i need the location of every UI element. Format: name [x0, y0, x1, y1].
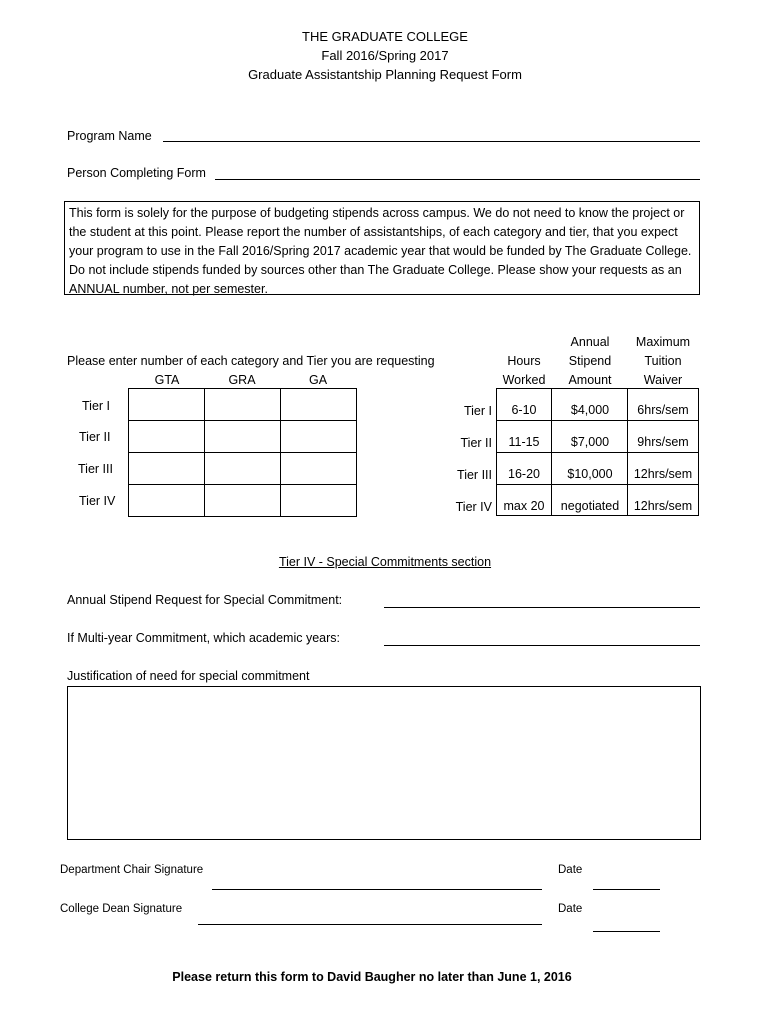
cell-tier1-gra[interactable] [204, 388, 281, 421]
chair-signature-label: Department Chair Signature [60, 864, 204, 876]
cell-tier3-ga[interactable] [280, 452, 357, 485]
ref-tier2-hours: 11-15 [508, 435, 540, 449]
multiyear-label: If Multi-year Commitment, which academic years: [67, 631, 340, 645]
notice-box: This form is solely for the purpose of budgeting stipends across campus. We do not need to know the project or the student at this point. Please report the number of assistantships, of each category and tier, that you expect your program to use in the Fall 2016/Spring 2017 academic year that would be funded by The Graduate College. Do not include stipends funded by sources other than The Graduate College. Please show your requests as an ANNUAL number, not per semester. [64, 201, 700, 295]
chair-date-line[interactable] [593, 889, 660, 890]
ref-header-stipend-3: Amount [568, 373, 612, 387]
cell-tier2-ga[interactable] [280, 420, 357, 453]
program-name-line[interactable] [163, 141, 700, 142]
ref-tier1-hours: 6-10 [511, 403, 537, 417]
cell-tier3-gta[interactable] [128, 452, 205, 485]
ref-tier4-hours: max 20 [503, 499, 545, 513]
col-gra: GRA [228, 373, 256, 387]
cell-tier4-gta[interactable] [128, 484, 205, 517]
ref-tier3-label: Tier III [457, 468, 492, 482]
cell-tier3-gra[interactable] [204, 452, 281, 485]
ref-header-tuition-3: Waiver [643, 373, 683, 387]
ref-tier1-stipend: $4,000 [570, 403, 610, 417]
dean-date-label: Date [558, 903, 583, 915]
special-section-title: Tier IV - Special Commitments section [278, 555, 492, 569]
ref-tier3-waiver: 12hrs/sem [633, 467, 693, 481]
col-gta: GTA [154, 373, 180, 387]
ref-header-stipend-1: Annual [570, 335, 610, 349]
row-label-tier1: Tier I [82, 399, 111, 413]
request-instruction: Please enter number of each category and Tier you are requesting [67, 354, 435, 368]
chair-date-label: Date [558, 864, 583, 876]
ref-tier2-label: Tier II [460, 436, 492, 450]
cell-tier4-gra[interactable] [204, 484, 281, 517]
multiyear-line[interactable] [384, 645, 700, 646]
ref-tier2-waiver: 9hrs/sem [637, 435, 689, 449]
ref-tier4-waiver: 12hrs/sem [633, 499, 693, 513]
footer-instruction: Please return this form to David Baugher no later than June 1, 2016 [172, 970, 572, 984]
cell-tier2-gra[interactable] [204, 420, 281, 453]
ref-tier3-hours: 16-20 [508, 467, 540, 481]
cell-tier4-ga[interactable] [280, 484, 357, 517]
person-completing-label: Person Completing Form [67, 166, 206, 180]
stipend-request-label: Annual Stipend Request for Special Commitment: [67, 593, 343, 607]
col-ga: GA [308, 373, 328, 387]
ref-header-hours-2: Worked [502, 373, 546, 387]
ref-tier1-waiver: 6hrs/sem [637, 403, 689, 417]
chair-signature-line[interactable] [212, 889, 542, 890]
row-label-tier4: Tier IV [79, 494, 116, 508]
ref-header-tuition-2: Tuition [644, 354, 682, 368]
ref-tier2-stipend: $7,000 [570, 435, 610, 449]
ref-header-hours-1: Hours [507, 354, 541, 368]
cell-tier1-ga[interactable] [280, 388, 357, 421]
justification-label: Justification of need for special commitment [67, 669, 310, 683]
ref-tier3-stipend: $10,000 [567, 467, 613, 481]
justification-box[interactable] [67, 686, 701, 840]
person-completing-line[interactable] [215, 179, 700, 180]
ref-header-stipend-2: Stipend [568, 354, 612, 368]
ref-header-tuition-1: Maximum [635, 335, 691, 349]
header-form-name: Graduate Assistantship Planning Request Form [248, 67, 522, 82]
dean-signature-line[interactable] [198, 924, 542, 925]
row-label-tier3: Tier III [78, 462, 113, 476]
header-term: Fall 2016/Spring 2017 [321, 48, 449, 63]
row-label-tier2: Tier II [79, 430, 111, 444]
dean-date-line[interactable] [593, 931, 660, 932]
dean-signature-label: College Dean Signature [60, 903, 183, 915]
cell-tier2-gta[interactable] [128, 420, 205, 453]
ref-tier4-stipend: negotiated [560, 499, 620, 513]
program-name-label: Program Name [67, 129, 152, 143]
header-title: THE GRADUATE COLLEGE [302, 29, 468, 44]
cell-tier1-gta[interactable] [128, 388, 205, 421]
stipend-request-line[interactable] [384, 607, 700, 608]
ref-tier4-label: Tier IV [455, 500, 492, 514]
ref-tier1-label: Tier I [463, 404, 492, 418]
